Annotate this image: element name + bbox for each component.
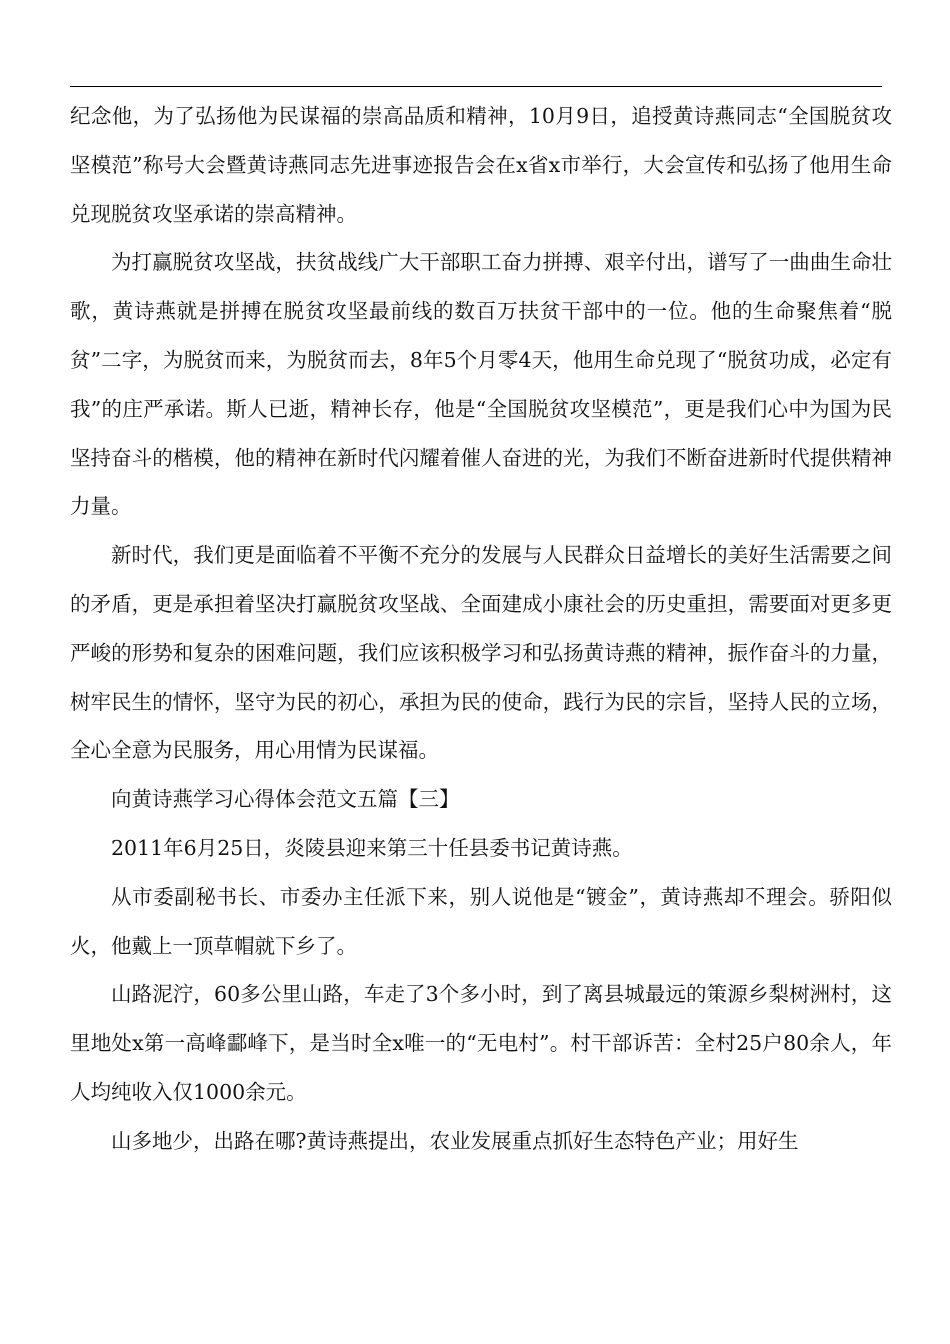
section-heading: 向黄诗燕学习心得体会范文五篇【三】 — [111, 787, 460, 812]
paragraph: 新时代，我们更是面临着不平衡不充分的发展与人民群众日益增长的美好生活需要之间的矛盾，更是承担着坚决打赢脱贫攻坚战、全面建成小康社会的历史重担，需要面对更多更严峻的形势和复杂的困难问题，我们应该积极学习和弘扬黄诗燕的精神，振作奋斗的力量，树牢民生的情怀，坚守为民的初心，承担为民的使命，践行为民的宗旨，坚持人民的立场，全心全意为民服务，用心用情为民谋福。 — [70, 543, 892, 763]
paragraph: 山路泥泞，60多公里山路，车走了3个多小时，到了离县城最远的策源乡梨树洲村，这里地处x第一高峰酃峰下，是当时全x唯一的“无电村”。村干部诉苦：全村25户80余人，年人均纯收入仅1000余元。 — [70, 982, 892, 1104]
paragraph: 从市委副秘书长、市委办主任派下来，别人说他是“镀金”，黄诗燕却不理会。骄阳似火，他戴上一顶草帽就下乡了。 — [70, 884, 892, 958]
paragraph: 为打赢脱贫攻坚战，扶贫战线广大干部职工奋力拼搏、艰辛付出，谱写了一曲曲生命壮歌，黄诗燕就是拼搏在脱贫攻坚最前线的数百万扶贫干部中的一位。他的生命聚焦着“脱贫”二字，为脱贫而来，为脱贫而去，8年5个月零4天，他用生命兑现了“脱贫功成，必定有我”的庄严承诺。斯人已逝，精神长存，他是“全国脱贫攻坚模范”，更是我们心中为国为民坚持奋斗的楷模，他的精神在新时代闪耀着催人奋进的光，为我们不断奋进新时代提供精神力量。 — [70, 250, 892, 519]
paragraph: 2011年6月25日，炎陵县迎来第三十任县委书记黄诗燕。 — [111, 835, 633, 860]
document-body — [70, 92, 892, 1166]
paragraph: 山多地少，出路在哪?黄诗燕提出，农业发展重点抓好生态特色产业；用好生 — [111, 1128, 799, 1153]
paragraph-continuation: 纪念他，为了弘扬他为民谋福的崇高品质和精神，10月9日，追授黄诗燕同志“全国脱贫攻坚模范”称号大会暨黄诗燕同志先进事迹报告会在x省x市举行，大会宣传和弘扬了他用生命兑现脱贫攻坚承诺的崇高精神。 — [70, 104, 892, 226]
header-rule — [70, 86, 882, 87]
